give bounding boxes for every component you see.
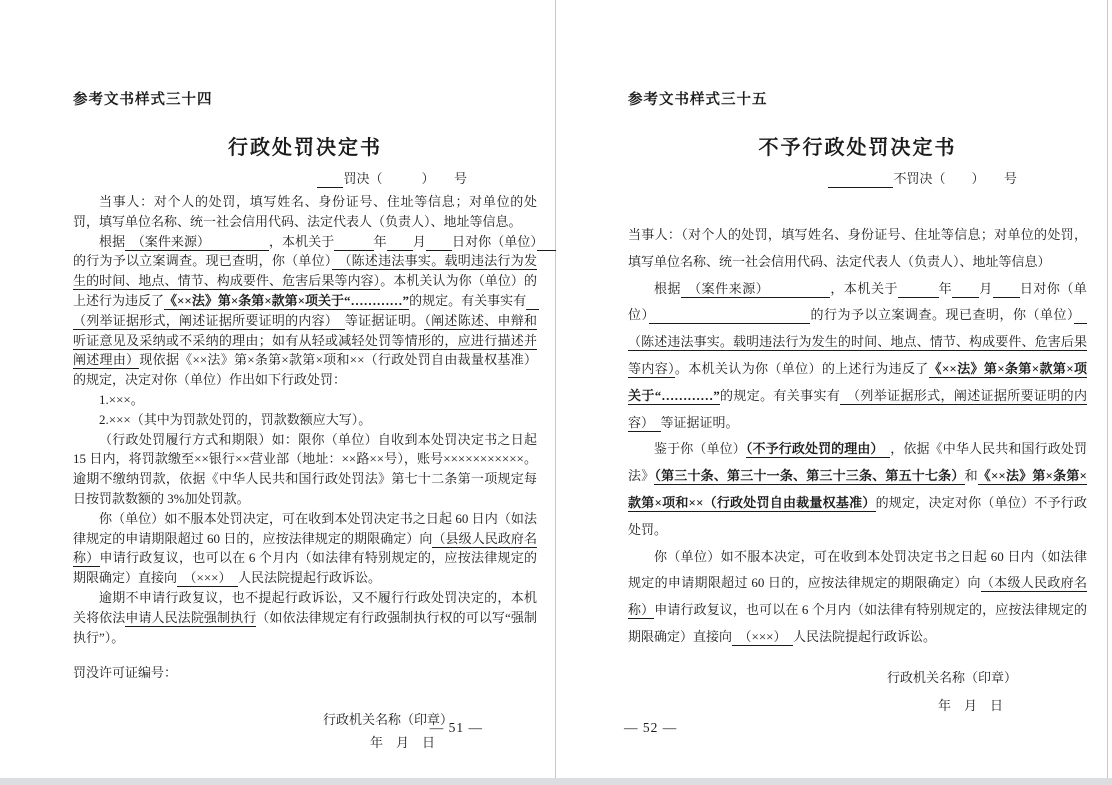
signature-block bbox=[628, 667, 1087, 714]
appeal-rights-paragraph bbox=[628, 544, 1087, 651]
text-segment: 鉴于你（单位） bbox=[654, 441, 746, 457]
text-segment: 罚决（ ） 号 bbox=[343, 171, 467, 186]
text-segment: 年 bbox=[938, 280, 953, 296]
signature-date: 年 月 日 bbox=[369, 735, 435, 751]
page-52 bbox=[556, 0, 1108, 778]
facts-and-basis-paragraph bbox=[628, 276, 1087, 437]
page-number: — 51 — bbox=[429, 720, 483, 735]
page-number: — 52 — bbox=[624, 720, 678, 735]
license-number-line bbox=[73, 663, 537, 683]
party-info-paragraph bbox=[628, 222, 1087, 276]
style-label: 参考文书样式三十五 bbox=[628, 92, 768, 108]
appeal-rights-paragraph bbox=[73, 509, 537, 588]
fill-in-blank: （不予行政处罚的理由） bbox=[745, 441, 891, 457]
text-segment: 等证据证明。 bbox=[344, 312, 425, 328]
fill-in-blank: （本级人民政府名称） bbox=[628, 575, 1087, 618]
text-segment: 当事人：（对个人的处罚，填写姓名、身份证号、住址等信息；对单位的处罚，填写单位名称、统一社会信用代码、法定代表人（负责人）、地址等信息） bbox=[628, 227, 1087, 269]
text-segment: 。本机关认为你（单位）的上述行为违反了 bbox=[73, 273, 537, 308]
fill-in-blank: 《××法》第×条第×款第×项和××（行政处罚自由裁量权基准） bbox=[628, 468, 1087, 510]
fill-in-blank: （陈述违法事实。载明违法行为发生的时间、地点、情节、构成要件、危害后果等内容） bbox=[628, 307, 1087, 376]
text-segment: 日对你（单位） bbox=[452, 233, 537, 249]
text-segment: 月 bbox=[979, 280, 993, 296]
viewer-bottom-bar bbox=[0, 778, 1112, 785]
doc-number bbox=[628, 169, 1087, 188]
document-body bbox=[628, 222, 1087, 651]
fill-in-blank bbox=[426, 234, 452, 251]
document-title: 不予行政处罚决定书 bbox=[758, 137, 957, 159]
text-segment: 申请行政复议，也可以在 6 个月内（如法律有特别规定的，应按法律规定的期限确定）直接向 bbox=[628, 602, 1087, 644]
text-segment: 的规定，决定对你（单位）不予行政处罚。 bbox=[628, 494, 1087, 537]
fill-in-blank bbox=[828, 171, 893, 188]
text-segment: 你（单位）如不服本决定，可在收到本处罚决定书之日起 60 日内（如法律规定的申请期限超过 60 日的，应按法律规定的期限确定）向 bbox=[628, 548, 1087, 591]
doc-number bbox=[73, 169, 537, 188]
text-segment: 不罚决（ ） 号 bbox=[893, 171, 1017, 186]
text-segment: 罚没许可证编号： bbox=[73, 665, 178, 681]
text-segment: 根据 bbox=[654, 280, 682, 296]
fill-in-blank: （第三十条、第三十一条、第三十三条、第五十七条） bbox=[654, 468, 965, 484]
text-segment: 日对你（单位） bbox=[628, 280, 1087, 323]
page-51 bbox=[0, 0, 556, 778]
text-segment: 现依据《××法》第×条第×款第×项和××（行政处罚自由裁量权基准）的规定，决定对你（单位）作出如下行政处罚： bbox=[73, 352, 537, 388]
enforcement-paragraph bbox=[73, 588, 537, 647]
text-segment: 1.×××。 bbox=[99, 391, 144, 407]
text-segment: 逾期不申请行政复议，也不提起行政诉讼，又不履行行政处罚决定的，本机关将依法 bbox=[73, 589, 537, 625]
text-segment: 的规定。有关事实有 bbox=[409, 292, 527, 308]
text-segment: 年 bbox=[373, 233, 387, 249]
fill-in-blank: （×××） bbox=[177, 570, 239, 586]
text-segment: 。本机关认为你（单位）的上述行为违反了 bbox=[674, 360, 929, 376]
document-body bbox=[73, 192, 540, 683]
fill-in-blank: （×××） bbox=[732, 628, 794, 644]
style-label: 参考文书样式三十四 bbox=[73, 92, 213, 108]
text-segment: （行政处罚履行方式和期限）如：限你（单位）自收到本处罚决定书之日起 15 日内，将罚款缴至××银行××营业部（地址：××路××号），账号×××××××××××。逾期不缴纳罚款，依据《中华人民共和国行政处罚法》第七十二条第一项规定每日按罚款数额的 3%加处罚款。 bbox=[73, 431, 537, 506]
fill-in-blank: 《××法》第×条第×款第×项关于“…………” bbox=[628, 360, 1087, 403]
text-segment: ，依据《中华人民共和国行政处罚法》 bbox=[628, 441, 1087, 484]
fill-in-blank bbox=[898, 281, 939, 298]
text-segment: ，本机关于 bbox=[268, 233, 335, 249]
text-segment: 2.×××（其中为罚款处罚的，罚款数额应大写）。 bbox=[99, 411, 372, 427]
text-segment: 人民法院提起行政诉讼。 bbox=[238, 570, 382, 586]
fill-in-blank: （县级人民政府名称） bbox=[73, 530, 537, 566]
penalty-item-2 bbox=[73, 410, 537, 430]
fill-in-blank: （列举证据形式，阐述证据所要证明的内容） bbox=[628, 387, 1087, 430]
signature-date: 年 月 日 bbox=[937, 697, 1003, 713]
fill-in-blank bbox=[317, 171, 343, 188]
text-segment: 你（单位）如不服本处罚决定，可在收到本处罚决定书之日起 60 日内（如法律规定的申请期限超过 60 日的，应按法律规定的期限确定）向 bbox=[73, 510, 537, 546]
text-segment: 月 bbox=[412, 233, 426, 249]
payment-terms-paragraph bbox=[73, 430, 537, 509]
text-segment: 人民法院提起行政诉讼。 bbox=[793, 628, 937, 644]
fill-in-blank: （阐述陈述、申辩和听证意见及采纳或不采纳的理由；如有从轻或减轻处罚等情形的，应进行描述并阐述理由） bbox=[73, 312, 537, 368]
fill-in-blank bbox=[334, 234, 373, 251]
doc-number-line bbox=[317, 171, 467, 188]
fill-in-blank bbox=[952, 281, 979, 298]
text-segment: 的行为予以立案调查。现已查明，你（单位） bbox=[810, 307, 1074, 323]
text-segment: 申请行政复议，也可以在 6 个月内（如法律有特别规定的，应按法律规定的期限确定）直接向 bbox=[73, 550, 537, 586]
no-penalty-decision-paragraph bbox=[628, 436, 1087, 543]
fill-in-blank: （陈述违法事实。载明违法行为发生的时间、地点、情节、构成要件、危害后果等内容） bbox=[73, 253, 537, 289]
text-segment: 的行为予以立案调查。现已查明，你（单位） bbox=[73, 253, 332, 269]
fill-in-blank: （案件来源） bbox=[681, 280, 831, 296]
fill-in-blank bbox=[993, 281, 1020, 298]
fill-in-blank: （案件来源） bbox=[125, 233, 269, 249]
text-segment: 等证据证明。 bbox=[660, 414, 739, 430]
signature-org: 行政机关名称（印章） bbox=[322, 712, 453, 728]
text-segment: 当事人：对个人的处罚，填写姓名、身份证号、住址等信息；对单位的处罚，填写单位名称、统一社会信用代码、法定代表人（负责人）、地址等信息。 bbox=[73, 194, 537, 229]
fill-in-blank: 申请人民法院强制执行 bbox=[125, 609, 257, 625]
fill-in-blank: 《××法》第×条第×款第×项关于“…………” bbox=[164, 292, 410, 308]
text-segment: 根据 bbox=[99, 233, 126, 249]
penalty-item-1 bbox=[73, 390, 537, 410]
text-segment: ，本机关于 bbox=[830, 280, 899, 296]
text-segment: （如依法律规定有行政强制执行权的可以写“强制执行”）。 bbox=[73, 609, 537, 645]
fill-in-blank: （列举证据形式，阐述证据所要证明的内容） bbox=[73, 292, 540, 328]
text-segment: 的规定。有关事实有 bbox=[719, 387, 841, 403]
facts-and-basis-paragraph bbox=[73, 232, 540, 390]
fill-in-blank bbox=[649, 307, 811, 324]
fill-in-blank bbox=[387, 234, 413, 251]
party-info-paragraph bbox=[73, 192, 537, 232]
doc-number-line bbox=[828, 171, 1017, 188]
text-segment: 和 bbox=[964, 468, 978, 484]
document-title: 行政处罚决定书 bbox=[228, 137, 382, 159]
signature-org: 行政机关名称（印章） bbox=[886, 669, 1017, 685]
